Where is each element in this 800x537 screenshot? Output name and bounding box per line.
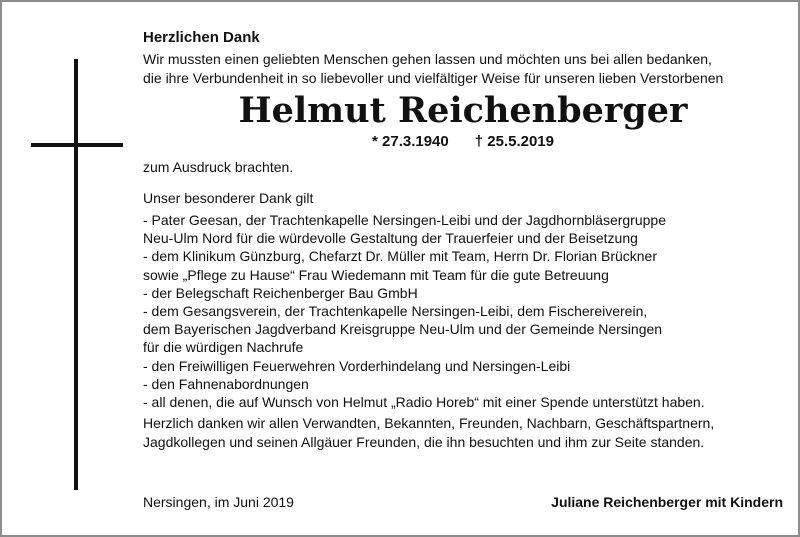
notice-body: [143, 28, 783, 452]
death-date: † 25.5.2019: [474, 133, 554, 150]
cross-icon: [74, 59, 78, 490]
thanks-list: [143, 211, 783, 411]
closing-text: [143, 414, 783, 452]
thanks-list-item: - den Fahnenabordnungen: [143, 375, 309, 392]
closing-line: Jagdkollegen und seinen Allgäuer Freunden, die ihn besuchten und ihm zur Seite standen.: [143, 434, 705, 451]
after-name-text: zum Ausdruck brachten.: [143, 159, 294, 175]
notice-footer: [143, 492, 783, 512]
notice-heading: Herzlichen Dank: [143, 29, 260, 46]
intro-line: Wir mussten einen geliebten Menschen gehen lassen und möchten uns bei allen bedanken,: [143, 51, 712, 67]
thanks-list-item-continued: dem Bayerischen Jagdverband Kreisgruppe Neu-Ulm und der Gemeinde Nersingen: [143, 321, 663, 338]
thanks-list-item: - der Belegschaft Reichenberger Bau GmbH: [143, 284, 418, 301]
thanks-list-item: - den Freiwilligen Feuerwehren Vorderhindelang und Nersingen-Leibi: [143, 357, 571, 374]
thanks-list-item: - Pater Geesan, der Trachtenkapelle Nersingen-Leibi und der Jagdhornbläsergruppe: [143, 212, 666, 228]
intro-line: die ihre Verbundenheit in so liebevoller und vielfältiger Weise für unseren lieben Verstorbenen: [143, 70, 724, 86]
closing-line: Herzlich danken wir allen Verwandten, Bekannten, Freunden, Nachbarn, Geschäftspartnern,: [143, 415, 715, 432]
thanks-list-item-continued: sowie „Pflege zu Hause“ Frau Wiedemann mit Team für die gute Betreuung: [143, 266, 609, 283]
birth-date: * 27.3.1940: [372, 133, 449, 150]
place-date: Nersingen, im Juni 2019: [143, 494, 294, 510]
life-dates: [143, 132, 783, 152]
thanks-heading: Unser besonderer Dank gilt: [143, 190, 314, 206]
cross-icon-bar: [31, 143, 123, 147]
deceased-name: Helmut Reichenberger: [238, 90, 688, 131]
thanks-list-item-continued: Neu-Ulm Nord für die würdevolle Gestaltung der Trauerfeier und der Beisetzung: [143, 230, 638, 247]
signature: Juliane Reichenberger mit Kindern: [551, 494, 783, 510]
thanks-list-item: - all denen, die auf Wunsch von Helmut „Radio Horeb“ mit einer Spende unterstützt haben.: [143, 394, 705, 411]
thanks-list-item: - dem Gesangsverein, der Trachtenkapelle Nersingen-Leibi, dem Fischereiverein,: [143, 303, 648, 320]
thanks-list-item-continued: für die würdigen Nachrufe: [143, 339, 304, 356]
thanks-list-item: - dem Klinikum Günzburg, Chefarzt Dr. Müller mit Team, Herrn Dr. Florian Brückner: [143, 248, 658, 265]
